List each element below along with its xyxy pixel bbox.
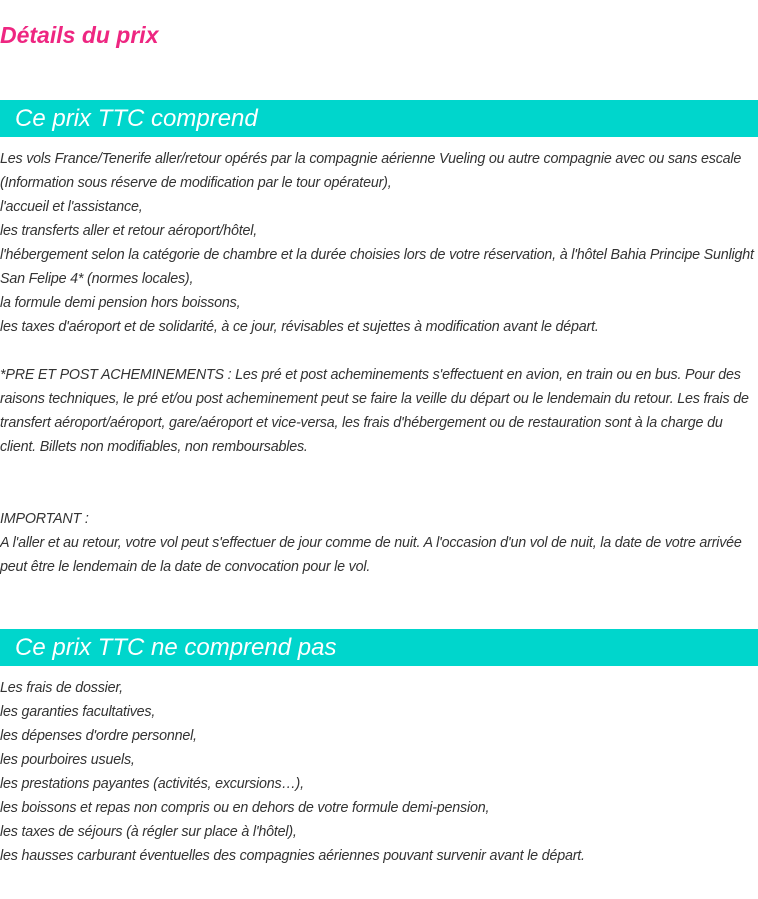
excluded-item: les garanties facultatives, bbox=[0, 704, 156, 720]
page-title: Détails du prix bbox=[0, 22, 159, 48]
included-item: l'hébergement selon la catégorie de chambre et la durée choisies lors de votre réservation, à l'hôtel Bahia Principe Sunlight San Felipe 4* (normes locales), bbox=[0, 247, 754, 287]
excluded-item: Les frais de dossier, bbox=[0, 680, 123, 696]
excluded-item: les taxes de séjours (à régler sur place à l'hôtel), bbox=[0, 824, 297, 840]
included-item: les taxes d'aéroport et de solidarité, à ce jour, révisables et sujettes à modification avant le départ. bbox=[0, 319, 599, 335]
important-label: IMPORTANT : bbox=[0, 511, 89, 527]
included-item: l'accueil et l'assistance, bbox=[0, 199, 143, 215]
excluded-item: les boissons et repas non compris ou en dehors de votre formule demi-pension, bbox=[0, 800, 490, 816]
included-item: la formule demi pension hors boissons, bbox=[0, 295, 241, 311]
excluded-item: les pourboires usuels, bbox=[0, 752, 135, 768]
excluded-item: les dépenses d'ordre personnel, bbox=[0, 728, 197, 744]
included-section-body bbox=[0, 147, 756, 579]
excluded-item: les prestations payantes (activités, excursions…), bbox=[0, 776, 304, 792]
excluded-item: les hausses carburant éventuelles des compagnies aériennes pouvant survenir avant le départ. bbox=[0, 848, 585, 864]
included-section-header: Ce prix TTC comprend bbox=[0, 100, 758, 137]
included-item: les transferts aller et retour aéroport/hôtel, bbox=[0, 223, 258, 239]
important-text: A l'aller et au retour, votre vol peut s'effectuer de jour comme de nuit. A l'occasion d'un vol de nuit, la date de votre arrivée peut être le lendemain de la date de convocation pour le vol. bbox=[0, 535, 742, 575]
excluded-section-body bbox=[0, 676, 756, 868]
transfer-note: *PRE ET POST ACHEMINEMENTS : Les pré et post acheminements s'effectuent en avion, en train ou en bus. Pour des raisons techniques, le pré et/ou post acheminement peut se faire la veille du départ ou le lendemain du retour. Les frais de transfert aéroport/aéroport, gare/aéroport et vice-versa, les frais d'hébergement ou de restauration sont à la charge du client. Billets non modifiables, non remboursables. bbox=[0, 367, 749, 455]
included-item: Les vols France/Tenerife aller/retour opérés par la compagnie aérienne Vueling ou autre compagnie avec ou sans escale (Information sous réserve de modification par le tour opérateur), bbox=[0, 151, 742, 191]
excluded-section-header: Ce prix TTC ne comprend pas bbox=[0, 629, 758, 666]
